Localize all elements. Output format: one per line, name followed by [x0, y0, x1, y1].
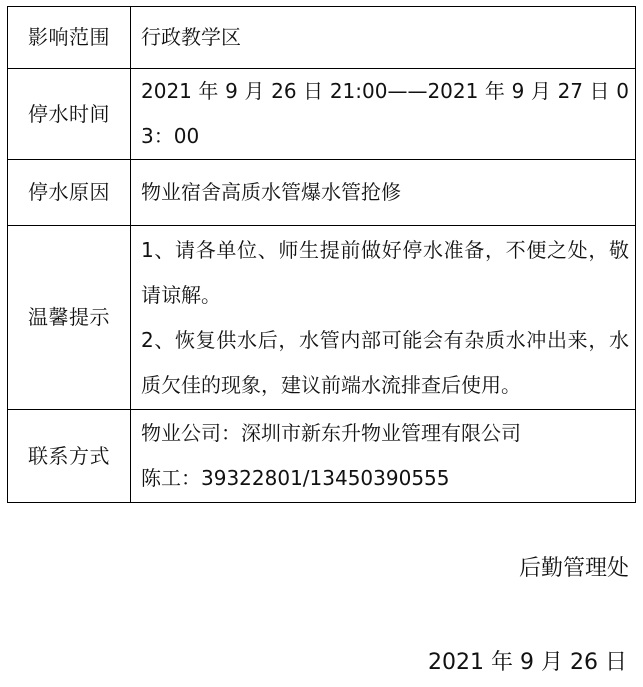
contact-label: 联系方式	[8, 410, 131, 503]
time-value: 2021 年 9 月 26 日 21:00——2021 年 9 月 27 日 03：00	[131, 69, 636, 160]
notice-table	[7, 6, 636, 503]
reason-value: 物业宿舍高质水管爆水管抢修	[131, 160, 636, 226]
area-label: 影响范围	[8, 7, 131, 69]
reason-label: 停水原因	[8, 160, 131, 226]
time-label: 停水时间	[8, 69, 131, 160]
tips-value	[131, 226, 636, 410]
table-row-area	[8, 7, 636, 69]
signature-department: 后勤管理处	[518, 556, 629, 581]
tip-item-1: 1、请各单位、师生提前做好停水准备，不便之处，敬请谅解。	[141, 237, 629, 307]
contact-person: 陈工：39322801/13450390555	[141, 466, 450, 490]
table-row-tips	[8, 226, 636, 410]
area-value: 行政教学区	[131, 7, 636, 69]
table-row-time	[8, 69, 636, 160]
contact-company: 物业公司：深圳市新东升物业管理有限公司	[141, 421, 521, 445]
notice-date: 2021 年 9 月 26 日	[428, 650, 627, 675]
tips-label: 温馨提示	[8, 226, 131, 410]
contact-value	[131, 410, 636, 503]
table-row-contact	[8, 410, 636, 503]
table-row-reason	[8, 160, 636, 226]
tip-item-2: 2、恢复供水后，水管内部可能会有杂质水冲出来，水质欠佳的现象，建议前端水流排查后使用。	[141, 327, 629, 397]
